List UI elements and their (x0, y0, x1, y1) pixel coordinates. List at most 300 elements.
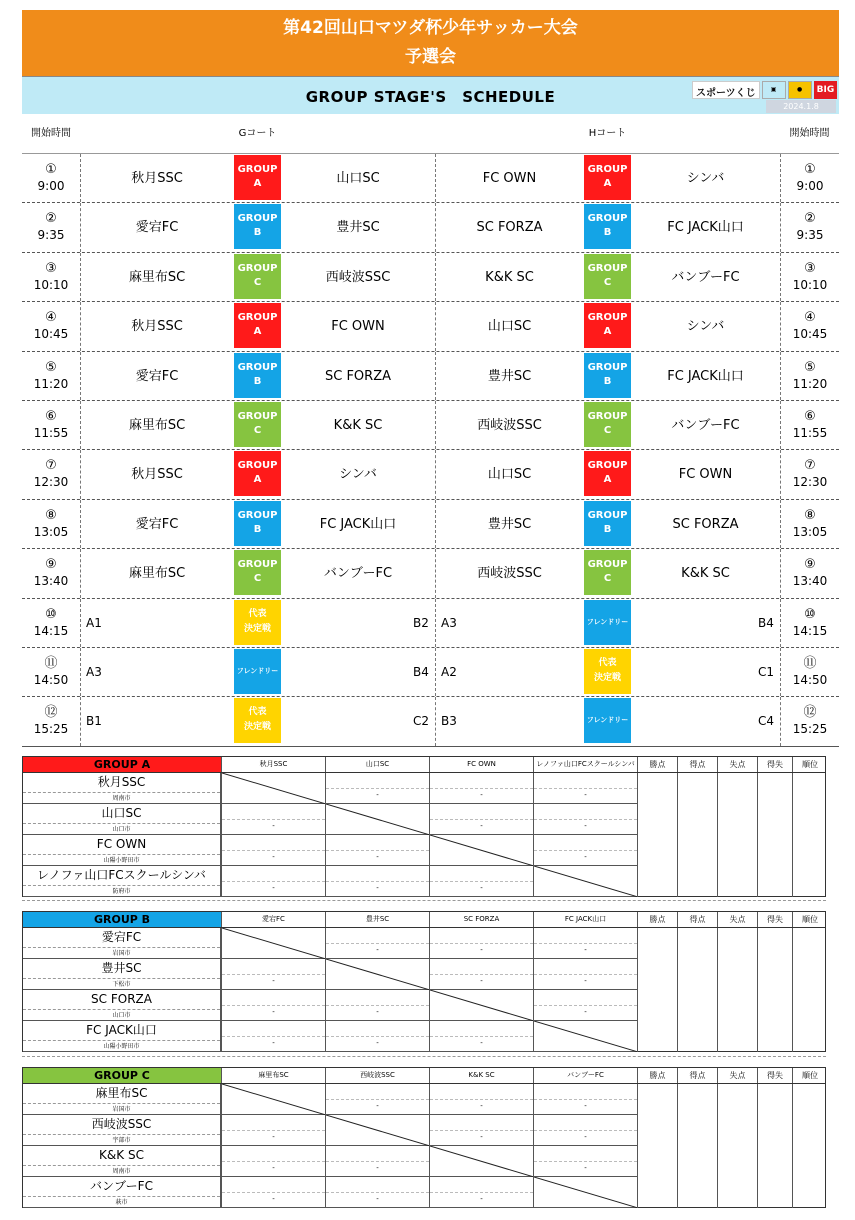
score-divider (430, 819, 533, 820)
group-badge: GROUP B (234, 204, 281, 249)
score-dash: - (480, 1195, 483, 1203)
score-dash: - (584, 1164, 587, 1172)
match-number: ⑨ (45, 557, 57, 573)
score-divider (222, 850, 325, 851)
score-cell[interactable] (325, 1021, 429, 1052)
diagonal-line (222, 1084, 326, 1115)
team-away: バンブーFC (671, 417, 740, 433)
start-time (22, 261, 80, 293)
score-divider (326, 943, 429, 944)
self-cell (325, 804, 429, 835)
score-dash: - (584, 791, 587, 799)
group-badge: 代表 決定戦 (584, 649, 631, 694)
start-time (22, 557, 80, 589)
start-time (781, 409, 839, 441)
group-badge: GROUP A (584, 155, 631, 200)
diagonal-line (326, 1115, 430, 1146)
stat-column (717, 1084, 757, 1208)
match-time: 10:10 (792, 277, 828, 292)
team-cell (23, 1146, 221, 1177)
team-home: 愛宕FC (135, 368, 179, 384)
match-time: 12:30 (792, 475, 828, 490)
score-cell[interactable] (533, 959, 637, 990)
score-cell[interactable] (429, 928, 533, 959)
opponent-header: FC JACK山口 (533, 912, 637, 927)
score-dash: - (272, 1039, 275, 1047)
diagonal-line (534, 1021, 638, 1052)
score-cell[interactable] (429, 804, 533, 835)
score-cell[interactable] (429, 1177, 533, 1208)
score-divider (326, 1036, 429, 1037)
score-dash: - (480, 1039, 483, 1047)
group-badge: GROUP B (234, 501, 281, 546)
team-name: レノファ山口FCスクールシンバ (23, 866, 220, 886)
match-number: ⑦ (804, 458, 816, 474)
score-dash: - (480, 977, 483, 985)
start-time (22, 360, 80, 392)
slot-away: B2 (413, 615, 429, 630)
schedule-column-header (22, 114, 839, 154)
score-cell[interactable] (325, 1177, 429, 1208)
stat-header: 得失 (757, 1068, 792, 1083)
match-number: ② (804, 211, 816, 227)
score-cell[interactable] (429, 959, 533, 990)
match-number: ④ (804, 310, 816, 326)
score-dash: - (376, 946, 379, 954)
score-cell[interactable] (221, 1146, 325, 1177)
team-home: 麻里布SC (128, 269, 186, 285)
match-time: 13:05 (792, 524, 828, 539)
slot-away: B4 (758, 615, 774, 630)
score-dash: - (480, 1102, 483, 1110)
start-time (781, 261, 839, 293)
score-divider (534, 788, 637, 789)
team-cell (23, 1021, 221, 1052)
stat-column (637, 928, 677, 1052)
sponsor-logos (692, 81, 837, 99)
opponent-header: K&K SC (429, 1068, 533, 1083)
team-city: 山口市 (112, 1012, 131, 1019)
score-cell[interactable] (533, 928, 637, 959)
score-cell[interactable] (221, 1021, 325, 1052)
match-number: ① (804, 162, 816, 177)
start-time (22, 508, 80, 540)
score-cell[interactable] (325, 990, 429, 1021)
score-cell[interactable] (429, 1021, 533, 1052)
score-cell[interactable] (325, 1084, 429, 1115)
group-badge: GROUP C (234, 254, 281, 299)
header-banner (22, 10, 839, 76)
diagonal-line (430, 990, 534, 1021)
sports-kuji-logo: スポーツくじ (692, 81, 760, 99)
score-divider (430, 881, 533, 882)
diagonal-line (222, 928, 326, 959)
score-divider (430, 974, 533, 975)
score-divider (326, 1005, 429, 1006)
stat-header: 失点 (717, 757, 757, 772)
score-divider (430, 1130, 533, 1131)
team-name: FC OWN (23, 835, 220, 855)
team-city: 萩市 (115, 1199, 128, 1206)
match-number: ⑪ (44, 655, 58, 671)
score-divider (430, 1192, 533, 1193)
score-cell[interactable] (221, 1115, 325, 1146)
stat-header: 順位 (792, 1068, 827, 1083)
group-badge: 代表 決定戦 (234, 698, 281, 743)
column-divider (435, 648, 436, 696)
team-city: 周南市 (112, 1168, 131, 1175)
team-away: シンバ (339, 467, 377, 483)
opponent-header: 山口SC (325, 757, 429, 772)
team-away: シンバ (686, 319, 725, 335)
team-home: 麻里布SC (128, 566, 186, 582)
opponent-header: 西岐波SSC (325, 1068, 429, 1083)
group-badge: GROUP A (584, 303, 631, 348)
score-dash: - (584, 1008, 587, 1016)
match-time: 9:35 (37, 228, 65, 243)
diagonal-line (534, 1177, 638, 1208)
diagonal-line (326, 959, 430, 990)
team-cell (23, 1177, 221, 1208)
self-cell (533, 1177, 637, 1208)
score-cell[interactable] (221, 835, 325, 866)
start-time (781, 656, 839, 688)
score-cell[interactable] (221, 1177, 325, 1208)
slot-home: A3 (86, 664, 102, 679)
score-cell[interactable] (533, 773, 637, 804)
start-time (22, 310, 80, 342)
score-cell[interactable] (325, 1146, 429, 1177)
team-home: 麻里布SC (128, 417, 186, 433)
match-time: 11:55 (33, 425, 69, 440)
team-away: SC FORZA (672, 516, 739, 532)
score-divider (534, 1099, 637, 1100)
score-dash: - (272, 884, 275, 892)
self-cell (429, 1146, 533, 1177)
score-divider (222, 1130, 325, 1131)
match-number: ① (45, 162, 57, 177)
group-badge: GROUP B (584, 501, 631, 546)
team-cell (23, 866, 221, 897)
team-away: FC JACK山口 (667, 220, 744, 236)
score-cell[interactable] (221, 804, 325, 835)
score-cell[interactable] (221, 959, 325, 990)
group-standings (22, 756, 826, 897)
opponent-header: 愛宕FC (221, 912, 325, 927)
score-cell[interactable] (221, 866, 325, 897)
start-time (22, 458, 80, 490)
match-time: 10:45 (792, 327, 828, 342)
stat-column (792, 1084, 827, 1208)
schedule-row (22, 599, 839, 648)
team-away: FC JACK山口 (667, 368, 744, 384)
sponsor-logo-icon: ▣ (762, 81, 786, 99)
standings-header (23, 912, 825, 928)
score-cell[interactable] (221, 990, 325, 1021)
score-divider (430, 1099, 533, 1100)
stat-column (637, 1084, 677, 1208)
start-time (22, 409, 80, 441)
team-city: 岩国市 (112, 1106, 131, 1113)
column-divider (80, 648, 81, 696)
team-city: 岩国市 (112, 950, 131, 957)
team-home: 山口SC (487, 467, 532, 483)
team-cell (23, 835, 221, 866)
stat-column (637, 773, 677, 897)
team-home: 愛宕FC (135, 220, 179, 236)
group-badge: GROUP A (234, 303, 281, 348)
team-home: 秋月SSC (131, 319, 183, 335)
team-cell (23, 928, 221, 959)
diagonal-line (430, 1146, 534, 1177)
self-cell (429, 990, 533, 1021)
score-divider (534, 1130, 637, 1131)
score-dash: - (584, 1102, 587, 1110)
team-home: 西岐波SSC (477, 566, 542, 582)
schedule-row (22, 697, 839, 746)
score-dash: - (480, 884, 483, 892)
team-home: 愛宕FC (135, 516, 179, 532)
team-away: K&K SC (681, 566, 730, 582)
score-divider (534, 850, 637, 851)
score-dash: - (584, 1133, 587, 1141)
team-cell (23, 990, 221, 1021)
stat-column (677, 773, 717, 897)
stat-column (717, 773, 757, 897)
team-city: 周南市 (112, 795, 131, 802)
team-home: 西岐波SSC (477, 417, 542, 433)
schedule-row (22, 401, 839, 450)
diagonal-line (326, 804, 430, 835)
score-dash: - (480, 822, 483, 830)
diagonal-line (222, 773, 326, 804)
score-divider (222, 1036, 325, 1037)
opponent-header: SC FORZA (429, 912, 533, 927)
stat-header: 得点 (677, 757, 717, 772)
slot-away: C1 (758, 664, 775, 679)
score-divider (430, 943, 533, 944)
column-divider (435, 599, 436, 647)
match-time: 14:50 (792, 672, 828, 687)
team-name: 秋月SSC (23, 773, 220, 793)
team-home: SC FORZA (476, 220, 543, 236)
score-divider (326, 1192, 429, 1193)
diagonal-line (222, 928, 326, 959)
group-badge: フレンドリー (584, 600, 631, 645)
group-badge: GROUP C (584, 402, 631, 447)
score-divider (326, 1099, 429, 1100)
diagonal-line (534, 866, 638, 897)
self-cell (533, 1021, 637, 1052)
stat-column (677, 1084, 717, 1208)
self-cell (429, 835, 533, 866)
score-dash: - (584, 977, 587, 985)
score-cell[interactable] (325, 866, 429, 897)
diagonal-line (534, 866, 638, 897)
team-away: 西岐波SSC (325, 269, 391, 285)
group-separator (22, 900, 826, 910)
team-away: FC OWN (678, 467, 733, 483)
start-time (22, 607, 80, 639)
column-divider (80, 697, 81, 745)
score-cell[interactable] (429, 1084, 533, 1115)
score-cell[interactable] (325, 928, 429, 959)
group-separator (22, 1056, 826, 1066)
team-city: 下松市 (112, 981, 131, 988)
score-divider (326, 850, 429, 851)
match-time: 13:05 (33, 524, 69, 539)
team-city: 山陽小野田市 (103, 857, 140, 864)
score-cell[interactable] (325, 773, 429, 804)
score-cell[interactable] (533, 1084, 637, 1115)
diagonal-line (430, 835, 534, 866)
stat-column (757, 928, 792, 1052)
group-badge: GROUP A (234, 451, 281, 496)
diagonal-line (222, 1084, 326, 1115)
stat-header: 得失 (757, 757, 792, 772)
score-dash: - (584, 853, 587, 861)
stat-column (717, 928, 757, 1052)
schedule-title-bar (22, 76, 839, 114)
score-cell[interactable] (533, 1115, 637, 1146)
diagonal-line (534, 1177, 638, 1208)
score-cell[interactable] (429, 773, 533, 804)
match-time: 9:00 (796, 179, 824, 193)
score-cell[interactable] (533, 804, 637, 835)
team-cell (23, 1084, 221, 1115)
score-cell[interactable] (533, 990, 637, 1021)
start-time (781, 360, 839, 392)
match-number: ② (45, 211, 57, 227)
self-cell (325, 1115, 429, 1146)
score-dash: - (376, 884, 379, 892)
group-badge: GROUP B (584, 353, 631, 398)
stat-header: 失点 (717, 912, 757, 927)
group-standings (22, 1067, 826, 1208)
score-dash: - (584, 946, 587, 954)
match-number: ⑨ (804, 557, 816, 573)
stat-column (757, 1084, 792, 1208)
match-time: 14:15 (33, 623, 69, 638)
score-dash: - (480, 791, 483, 799)
schedule-table (22, 114, 839, 747)
opponent-header: 秋月SSC (221, 757, 325, 772)
page-title: 第42回山口マツダ杯少年サッカー大会 (283, 18, 578, 38)
match-number: ⑫ (44, 705, 58, 721)
standings-header (23, 1068, 825, 1084)
diagonal-line (534, 1021, 638, 1052)
slot-away: C4 (758, 714, 775, 729)
slot-home: A2 (441, 664, 457, 679)
score-cell[interactable] (429, 866, 533, 897)
team-away: K&K SC (333, 417, 383, 433)
score-divider (534, 943, 637, 944)
score-dash: - (376, 1008, 379, 1016)
score-cell[interactable] (325, 835, 429, 866)
team-away: シンバ (686, 171, 725, 186)
stat-header: 順位 (792, 757, 827, 772)
opponent-header: 豊井SC (325, 912, 429, 927)
slot-home: B3 (441, 714, 457, 729)
score-dash: - (272, 1133, 275, 1141)
score-dash: - (376, 1102, 379, 1110)
match-number: ④ (45, 310, 57, 326)
match-number: ⑧ (45, 507, 57, 523)
start-time (22, 162, 80, 194)
score-dash: - (376, 1195, 379, 1203)
self-cell (325, 959, 429, 990)
stat-header: 勝点 (637, 912, 677, 927)
score-dash: - (272, 977, 275, 985)
start-time (781, 162, 839, 194)
match-number: ⑤ (45, 359, 57, 375)
group-name: GROUP A (23, 757, 221, 772)
match-number: ⑥ (804, 408, 816, 424)
diagonal-line (222, 773, 326, 804)
score-divider (534, 1005, 637, 1006)
team-cell (23, 959, 221, 990)
team-away: FC OWN (331, 319, 385, 335)
team-away: バンブーFC (323, 566, 393, 582)
score-dash: - (480, 1133, 483, 1141)
team-away: 豊井SC (336, 220, 380, 236)
group-badge: GROUP B (234, 353, 281, 398)
team-cell (23, 1115, 221, 1146)
start-time (22, 211, 80, 243)
match-number: ⑩ (804, 606, 816, 622)
match-number: ⑥ (45, 408, 57, 424)
group-badge: GROUP C (584, 550, 631, 595)
stat-column (677, 928, 717, 1052)
schedule-row (22, 352, 839, 401)
team-away: SC FORZA (324, 368, 391, 384)
stat-header: 得点 (677, 1068, 717, 1083)
score-cell[interactable] (533, 835, 637, 866)
standings-header (23, 757, 825, 773)
slot-home: A3 (441, 615, 457, 630)
diagonal-line (326, 959, 430, 990)
schedule-row (22, 549, 839, 598)
stat-column (792, 773, 827, 897)
schedule-row (22, 203, 839, 252)
opponent-header: バンブーFC (533, 1068, 637, 1083)
team-city: 山陽小野田市 (103, 1043, 140, 1050)
group-badge: GROUP A (234, 155, 281, 200)
start-time (781, 310, 839, 342)
start-time (781, 557, 839, 589)
schedule-title: GROUP STAGE'S SCHEDULE (305, 88, 556, 106)
score-dash: - (376, 853, 379, 861)
court-g-header: Gコート (238, 128, 277, 139)
stat-header: 得失 (757, 912, 792, 927)
team-name: 麻里布SC (23, 1084, 220, 1104)
score-cell[interactable] (533, 1146, 637, 1177)
score-divider (222, 819, 325, 820)
team-home: K&K SC (485, 269, 534, 285)
score-divider (326, 1161, 429, 1162)
team-away: FC JACK山口 (319, 516, 397, 532)
score-cell[interactable] (429, 1115, 533, 1146)
match-time: 15:25 (33, 722, 69, 737)
slot-away: B4 (413, 664, 429, 679)
diagonal-line (326, 804, 430, 835)
match-time: 9:35 (796, 228, 824, 243)
schedule-row (22, 450, 839, 499)
schedule-row (22, 154, 839, 203)
score-dash: - (272, 853, 275, 861)
date-label: 2024.1.8 (766, 100, 836, 113)
team-name: 豊井SC (23, 959, 220, 979)
